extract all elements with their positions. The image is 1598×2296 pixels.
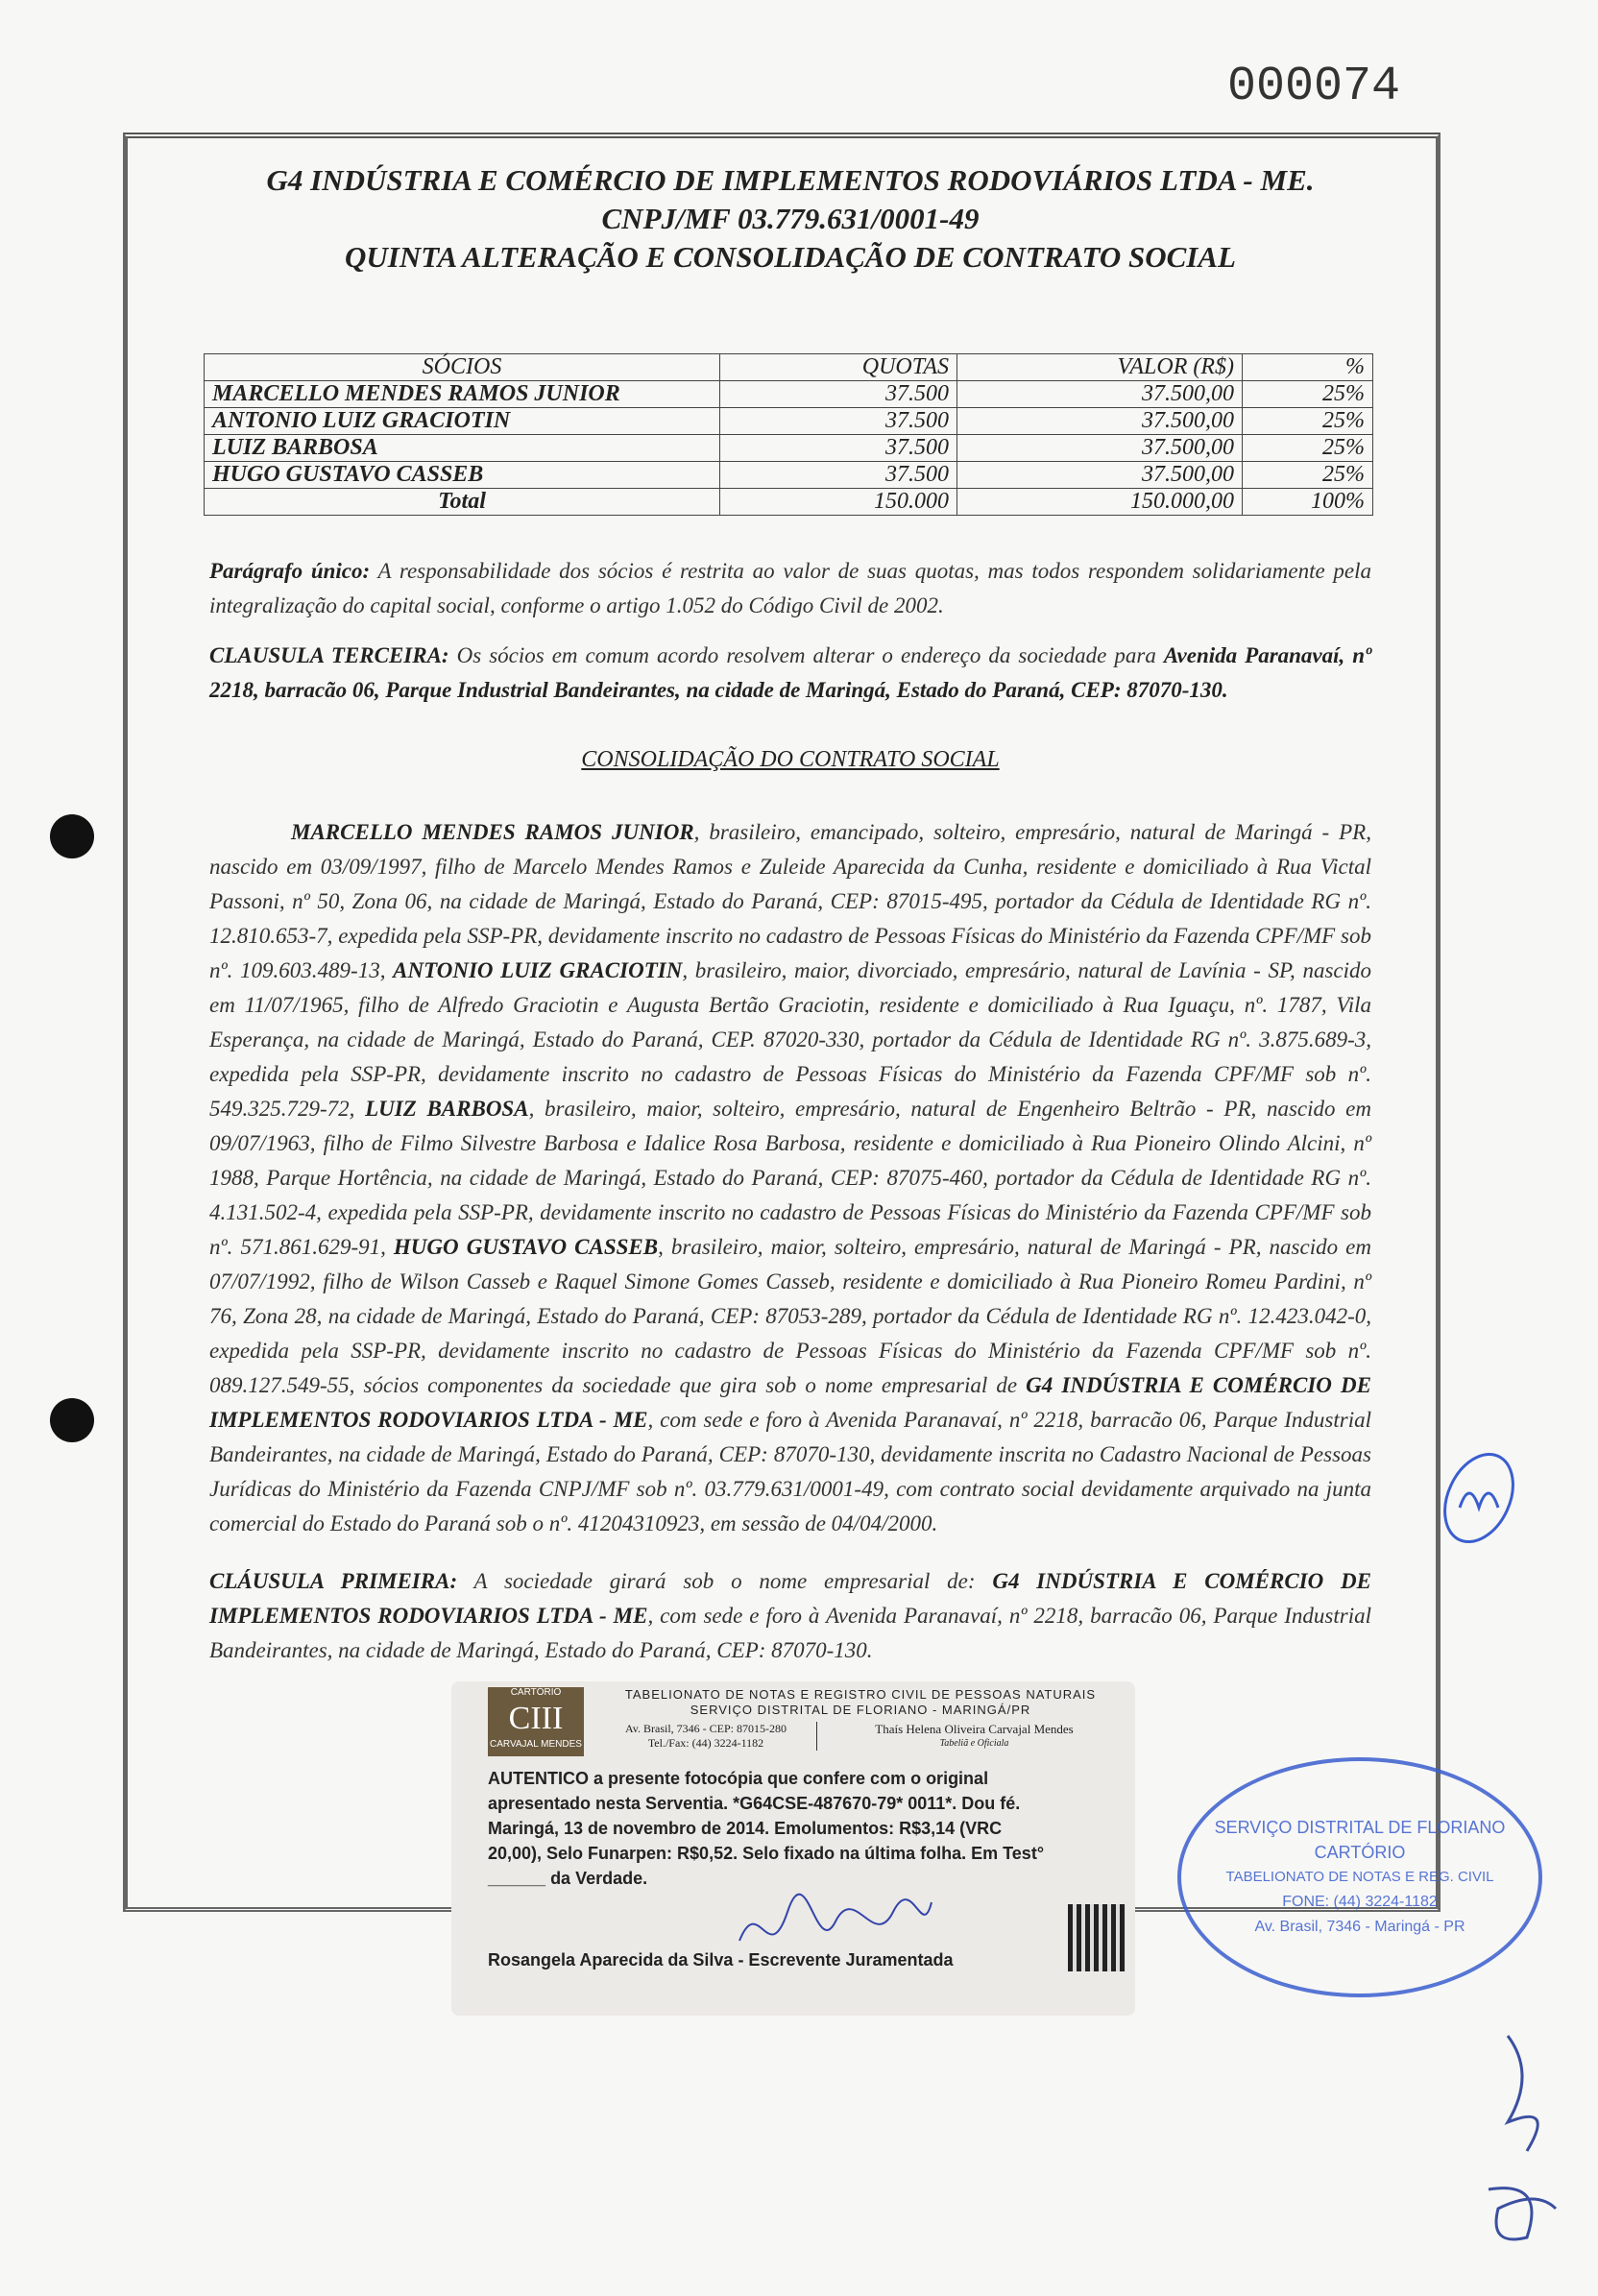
- company-name: G4 INDÚSTRIA E COMÉRCIO DE IMPLEMENTOS RODOVIARIOS LTDA - ME: [209, 1569, 1372, 1628]
- seal-text: Av. Brasil, 7346 - Maringá - PR: [1254, 1919, 1465, 1935]
- clause-address: Avenida Paranavaí, nº 2218, barracão 06, Parque Industrial Bandeirantes, na cidade de Maringá, Estado do Paraná, CEP: 87070-130.: [209, 643, 1371, 702]
- cell: Total: [205, 489, 720, 516]
- consolidacao-body: [209, 815, 1371, 1541]
- seal-text: FONE: (44) 3224-1182: [1282, 1894, 1438, 1910]
- stamp-header: [595, 1687, 1126, 1718]
- company-title: G4 INDÚSTRIA E COMÉRCIO DE IMPLEMENTOS RODOVIÁRIOS LTDA - ME.: [266, 163, 1315, 197]
- table-total-row: [205, 489, 1373, 516]
- cell: 37.500: [720, 381, 957, 408]
- cell: 37.500: [720, 408, 957, 435]
- table-row: [205, 408, 1373, 435]
- stamp-address: [595, 1722, 816, 1751]
- stamp-header-block: [595, 1687, 1126, 1751]
- stamp-signer: Rosangela Aparecida da Silva - Escrevente Juramentada: [488, 1950, 954, 1970]
- cell: 150.000: [720, 489, 957, 516]
- cell: 25%: [1243, 381, 1373, 408]
- seal-text: SERVIÇO DISTRITAL DE FLORIANO: [1214, 1818, 1506, 1837]
- clausula-primeira: [209, 1564, 1371, 1668]
- partner-name: HUGO GUSTAVO CASSEB: [393, 1235, 659, 1259]
- document-number: 000074: [1227, 60, 1401, 114]
- cell: 37.500,00: [957, 435, 1243, 462]
- clause-text: A sociedade girará sob o nome empresarial de:: [457, 1569, 993, 1593]
- stamp-text: AUTENTICO a presente fotocópia que confere com o original apresentado nesta Serventia. *G64CSE-487670-79* 0011*. Dou fé. Maringá, 13 de novembro de 2014. Emolumentos: R$3,14 (VRC 20,00), Selo Funarpen: R$0,52. Selo fixado na última folha. Em Test° ______ da Verdade.: [488, 1769, 1045, 1888]
- cell: 25%: [1243, 435, 1373, 462]
- initials-mark: [1431, 1440, 1527, 1556]
- logo-bottom: CARVAJAL MENDES: [490, 1739, 582, 1750]
- cell: ANTONIO LUIZ GRACIOTIN: [205, 408, 720, 435]
- cell: MARCELLO MENDES RAMOS JUNIOR: [205, 381, 720, 408]
- table-row: [205, 381, 1373, 408]
- handwritten-initials: [1479, 2017, 1585, 2285]
- clause-text: Os sócios em comum acordo resolvem alterar o endereço da sociedade para: [448, 643, 1164, 667]
- tabeliao-name: Thaís Helena Oliveira Carvajal Mendes: [875, 1722, 1074, 1736]
- cell: 37.500,00: [957, 462, 1243, 489]
- cell: 37.500: [720, 435, 957, 462]
- partner-name: ANTONIO LUIZ GRACIOTIN: [393, 958, 683, 982]
- notary-logo: [488, 1687, 584, 1756]
- qr-code: [1068, 1904, 1126, 1971]
- header-percent: %: [1243, 354, 1373, 381]
- paragraph-label: Parágrafo único:: [209, 559, 371, 583]
- partner-text: , brasileiro, maior, solteiro, empresário, natural de Maringá - PR, nascido em 07/07/1992, filho de Wilson Casseb e Raquel Simone Gomes Casseb, residente e domiciliado à Rua Pioneiro Romeu Pardini, nº 76, Zona 28, na cidade de Maringá, Estado do Paraná, CEP: 87053-289, portador da Cédula de Identidade RG nº. 12.423.042-0, expedida pela SSP-PR, devidamente inscrito no cadastro de Pessoas Físicas do Ministério da Fazenda CPF/MF sob nº. 089.127.549-55, sócios componentes da sociedade que gira sob o nome empresarial de: [209, 1235, 1371, 1397]
- clause-text: , com sede e foro à Avenida Paranavaí, nº 2218, barracão 06, Parque Industrial Bandeirantes, na cidade de Maringá, Estado do Paraná, CEP: 87070-130.: [209, 1604, 1371, 1662]
- punch-hole: [50, 1398, 94, 1442]
- cell: 100%: [1243, 489, 1373, 516]
- header-quotas: QUOTAS: [720, 354, 957, 381]
- cell: 37.500,00: [957, 408, 1243, 435]
- paragraph-text: A responsabilidade dos sócios é restrita ao valor de suas quotas, mas todos respondem solidariamente pela integralização do capital social, conforme o artigo 1.052 do Código Civil de 2002.: [209, 559, 1372, 617]
- header-socios: SÓCIOS: [205, 354, 720, 381]
- notary-seal: [1177, 1757, 1542, 1997]
- stamp-top: [488, 1687, 1126, 1756]
- partner-text: , brasileiro, maior, divorciado, empresário, natural de Lavínia - SP, nascido em 11/07/1965, filho de Alfredo Graciotin e Augusta Bertão Graciotin, residente e domiciliado à Rua Iguaçu, nº. 1787, Vila Esperança, na cidade de Maringá, Estado do Paraná, CEP. 87020-330, portador da Cédula de Identidade RG nº. 3.875.689-3, expedida pela SSP-PR, devidamente inscrito no cadastro de Pessoas Físicas do Ministério da Fazenda CPF/MF sob nº. 549.325.729-72,: [209, 958, 1371, 1121]
- logo-mark: CIII: [508, 1701, 564, 1736]
- consolidacao-title: CONSOLIDAÇÃO DO CONTRATO SOCIAL: [581, 747, 1000, 772]
- company-name: G4 INDÚSTRIA E COMÉRCIO DE IMPLEMENTOS RODOVIARIOS LTDA - ME: [209, 1373, 1371, 1432]
- address-line: Av. Brasil, 7346 - CEP: 87015-280: [625, 1722, 787, 1735]
- stamp-header-1: TABELIONATO DE NOTAS E REGISTRO CIVIL DE PESSOAS NATURAIS: [624, 1687, 1097, 1702]
- table-row: [205, 435, 1373, 462]
- cell: 37.500: [720, 462, 957, 489]
- table-row: [205, 462, 1373, 489]
- cell: 25%: [1243, 462, 1373, 489]
- partner-name: MARCELLO MENDES RAMOS JUNIOR: [291, 820, 694, 844]
- cell: 150.000,00: [957, 489, 1243, 516]
- clause-label: CLAUSULA TERCEIRA:: [209, 643, 449, 667]
- header-valor: VALOR (R$): [957, 354, 1243, 381]
- partner-text: , brasileiro, maior, solteiro, empresário, natural de Engenheiro Beltrão - PR, nascido em 09/07/1963, filho de Filmo Silvestre Barbosa e Idalice Rosa Barbosa, residente e domiciliado à Rua Pioneiro Olindo Alcini, nº 1988, Parque Hortência, na cidade de Maringá, Estado do Paraná, CEP: 87075-460, portador da Cédula de Identidade RG nº. 4.131.502-4, expedida pela SSP-PR, devidamente inscrito no cadastro de Pessoas Físicas do Ministério da Fazenda CPF/MF sob nº. 571.861.629-91,: [209, 1097, 1371, 1259]
- cell: LUIZ BARBOSA: [205, 435, 720, 462]
- clause-label: CLÁUSULA PRIMEIRA:: [209, 1569, 458, 1593]
- quotas-table: [204, 353, 1373, 516]
- table-header: [205, 354, 1373, 381]
- partner-text: , brasileiro, emancipado, solteiro, empresário, natural de Maringá - PR, nascido em 03/09/1997, filho de Marcelo Mendes Ramos e Zuleide Aparecida da Cunha, residente e domiciliado à Rua Victal Passoni, nº 50, Zona 06, na cidade de Maringá, Estado do Paraná, CEP: 87015-495, portador da Cédula de Identidade RG nº. 12.810.653-7, expedida pela SSP-PR, devidamente inscrito no cadastro de Pessoas Físicas do Ministério da Fazenda CPF/MF sob nº. 109.603.489-13,: [209, 820, 1371, 982]
- punch-hole: [50, 814, 94, 858]
- tabeliao-role: Tabeliã e Oficiala: [939, 1738, 1009, 1749]
- stamp-tabeliao: [816, 1722, 1126, 1751]
- clausula-terceira: [209, 639, 1371, 708]
- stamp-info-row: [595, 1722, 1126, 1751]
- paragrafo-unico: [209, 554, 1371, 623]
- document-content: [209, 161, 1371, 2016]
- logo-top: CARTÓRIO: [510, 1687, 562, 1698]
- stamp-header-2: SERVIÇO DISTRITAL DE FLORIANO - MARINGÁ/PR: [690, 1703, 1031, 1717]
- cell: 25%: [1243, 408, 1373, 435]
- cell: HUGO GUSTAVO CASSEB: [205, 462, 720, 489]
- authentication-stamp: [451, 1681, 1135, 2016]
- stamp-bottom: [488, 1904, 1126, 1971]
- cell: 37.500,00: [957, 381, 1243, 408]
- cnpj: CNPJ/MF 03.779.631/0001-49: [601, 202, 980, 235]
- seal-text: TABELIONATO DE NOTAS E REG. CIVIL: [1225, 1869, 1494, 1885]
- document-subtitle: QUINTA ALTERAÇÃO E CONSOLIDAÇÃO DE CONTRATO SOCIAL: [345, 240, 1236, 274]
- company-text: , com sede e foro à Avenida Paranavaí, nº 2218, barracão 06, Parque Industrial Bandeirantes, na cidade de Maringá, Estado do Paraná, CEP: 87070-130, devidamente inscrita no Cadastro Nacional de Pessoas Jurídicas do Ministério da Fazenda CNPJ/MF sob nº. 03.779.631/0001-49, com contrato social devidamente arquivado na junta comercial do Estado do Paraná sob o nº. 41204310923, em sessão de 04/04/2000.: [209, 1408, 1371, 1535]
- partner-name: LUIZ BARBOSA: [365, 1097, 529, 1121]
- phone-line: Tel./Fax: (44) 3224-1182: [647, 1736, 764, 1750]
- seal-text: CARTÓRIO: [1314, 1843, 1406, 1862]
